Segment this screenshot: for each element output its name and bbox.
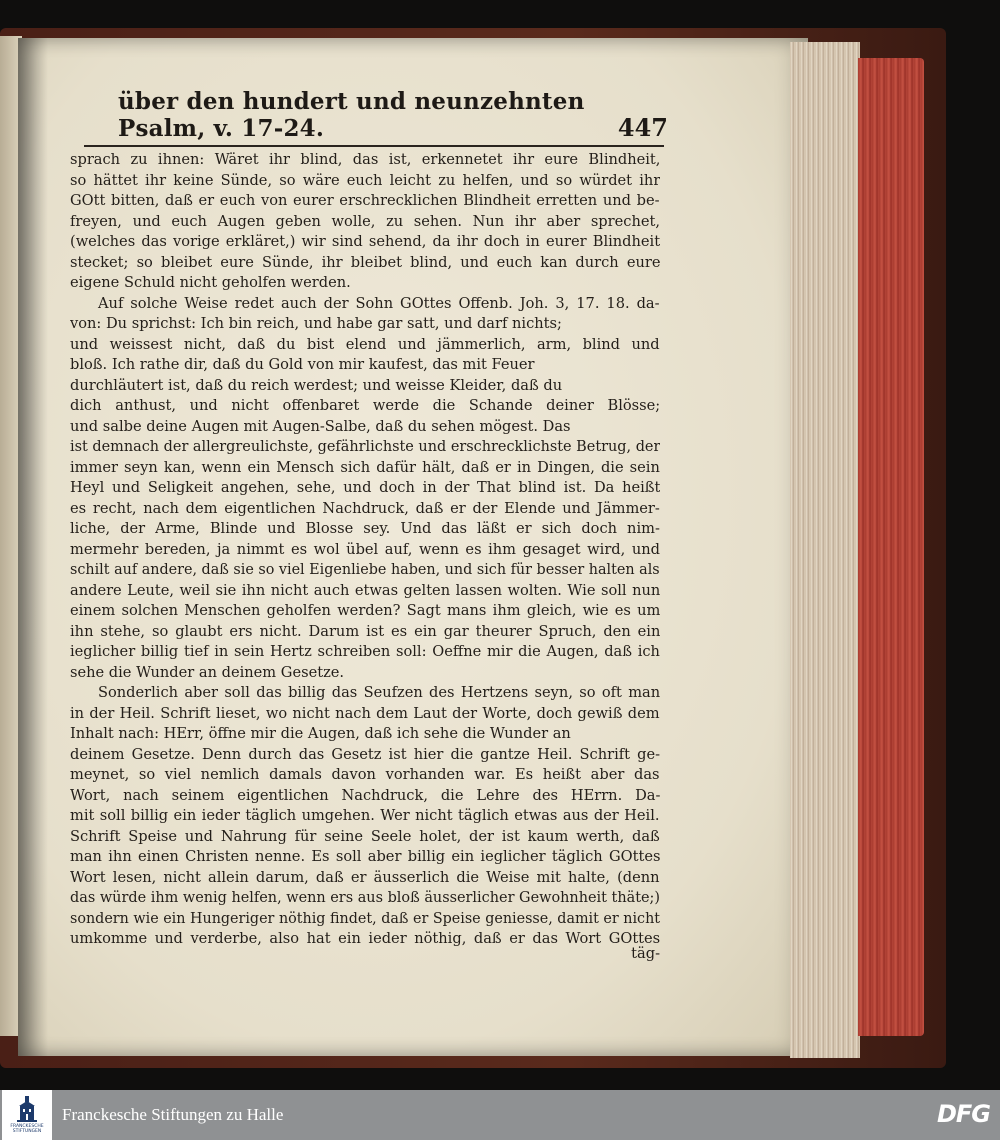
footer-bar — [0, 1090, 1000, 1140]
running-head — [118, 88, 668, 142]
building-icon — [16, 1096, 38, 1124]
text-line: liche, der Arme, Blinde und Blosse sey. Und das läßt er sich doch nim- — [70, 520, 660, 537]
red-page-edge — [858, 58, 924, 1036]
text-line: so hättet ihr keine Sünde, so wäre euch leicht zu helfen, und so würdet ihr — [70, 171, 660, 189]
header-rule — [84, 145, 664, 147]
text-line: sprach zu ihnen: Wäret ihr blind, das ist, erkennetet ihr eure Blindheit, — [70, 151, 660, 168]
spine-shadow — [18, 38, 48, 1056]
text-line: Schrift Speise und Nahrung für seine Seele holet, der ist kaum werth, daß — [70, 827, 660, 845]
text-line: sondern wie ein Hungeriger nöthig findet, daß er Speise geniesse, damit er nicht — [70, 909, 660, 927]
text-line: Auf solche Weise redet auch der Sohn GOttes Offenb. Joh. 3, 17. 18. da- — [98, 294, 660, 312]
text-line: und salbe deine Augen mit Augen-Salbe, daß du sehen mögest. Das — [70, 417, 571, 435]
running-title: über den hundert und neunzehnten Psalm, v. 17-24. — [118, 88, 585, 142]
text-line: Wort lesen, nicht allein darum, daß er äusserlich die Weise mit halte, (denn — [70, 868, 660, 886]
institution-logo[interactable] — [2, 1090, 52, 1140]
text-line: umkomme und verderbe, also hat ein ieder nöthig, daß er das Wort GOttes — [70, 930, 660, 947]
text-line: ihn stehe, so glaubt ers nicht. Darum ist es ein gar theurer Spruch, den ein — [70, 622, 660, 640]
text-line: Sonderlich aber soll das billig das Seufzen des Hertzens seyn, so oft man — [98, 684, 660, 701]
text-line: GOtt bitten, daß er euch von eurer erschrecklichen Blindheit erretten und be- — [70, 192, 660, 209]
text-line: eigene Schuld nicht geholfen werden. — [70, 274, 351, 291]
text-line: es recht, nach dem eigentlichen Nachdruck, daß er der Elende und Jämmer- — [70, 499, 660, 517]
text-line: meynet, so viel nemlich damals davon vorhanden war. Es heißt aber das — [70, 766, 660, 783]
text-line: das würde ihm wenig helfen, wenn ers aus bloß äusserlicher Gewohnheit thäte;) — [70, 889, 660, 906]
dfg-logo[interactable]: DFG — [936, 1100, 990, 1128]
text-line: von: Du sprichst: Ich bin reich, und habe gar satt, und darf nichts; — [70, 315, 562, 332]
text-line: einem solchen Menschen geholfen werden? Sagt mans ihm gleich, wie es um — [70, 602, 660, 619]
text-line: bloß. Ich rathe dir, daß du Gold von mir kaufest, das mit Feuer — [70, 356, 535, 373]
text-line: durchläutert ist, daß du reich werdest; und weisse Kleider, daß du — [70, 376, 563, 394]
text-line: schilt auf andere, daß sie so viel Eigenliebe haben, und sich für besser halten als — [70, 561, 660, 578]
text-line: und weissest nicht, daß du bist elend und jämmerlich, arm, blind und — [70, 335, 660, 353]
text-line: andere Leute, weil sie ihn nicht auch etwas gelten lassen wolten. Wie soll nun — [70, 581, 660, 599]
catchword: täg- — [631, 945, 660, 962]
text-line: stecket; so bleibet eure Sünde, ihr bleibet blind, und euch kan durch eure — [70, 253, 660, 271]
text-line: ist demnach der allergreulichste, gefährlichste und erschrecklichste Betrug, der — [70, 438, 660, 455]
text-line: mermehr bereden, ja nimmt es wol übel auf, wenn es ihm gesaget wird, und — [70, 540, 660, 558]
page-stack-edge — [790, 42, 860, 1058]
body-text — [70, 150, 660, 950]
institution-name[interactable]: Franckesche Stiftungen zu Halle — [62, 1105, 284, 1124]
logo-text: FRANCKESCHE STIFTUNGEN — [10, 1124, 44, 1134]
text-line: in der Heil. Schrift lieset, wo nicht nach dem Laut der Worte, doch gewiß dem — [70, 704, 660, 722]
text-line: immer seyn kan, wenn ein Mensch sich dafür hält, daß er in Dingen, die sein — [70, 458, 660, 476]
page-number: 447 — [617, 113, 668, 142]
text-line: freyen, und euch Augen geben wolle, zu sehen. Nun ihr aber sprechet, — [70, 212, 660, 230]
text-line: sehe die Wunder an deinem Gesetze. — [70, 663, 345, 681]
text-line: dich anthust, und nicht offenbaret werde die Schande deiner Blösse; — [70, 397, 660, 414]
text-line: Heyl und Seligkeit angehen, sehe, und doch in der That blind ist. Da heißt — [70, 479, 660, 496]
text-line: (welches das vorige erkläret,) wir sind sehend, da ihr doch in eurer Blindheit — [70, 233, 660, 250]
text-line: Wort, nach seinem eigentlichen Nachdruck, die Lehre des HErrn. Da- — [70, 786, 660, 804]
text-line: man ihn einen Christen nenne. Es soll aber billig ein ieglicher täglich GOttes — [70, 848, 660, 865]
text-line: Inhalt nach: HErr, öffne mir die Augen, daß ich sehe die Wunder an — [70, 725, 571, 742]
text-line: deinem Gesetze. Denn durch das Gesetz ist hier die gantze Heil. Schrift ge- — [70, 745, 660, 763]
text-line: ieglicher billig tief in sein Hertz schreiben soll: Oeffne mir die Augen, daß ich — [70, 643, 660, 660]
text-line: mit soll billig ein ieder täglich umgehen. Wer nicht täglich etwas aus der Heil. — [70, 807, 660, 824]
